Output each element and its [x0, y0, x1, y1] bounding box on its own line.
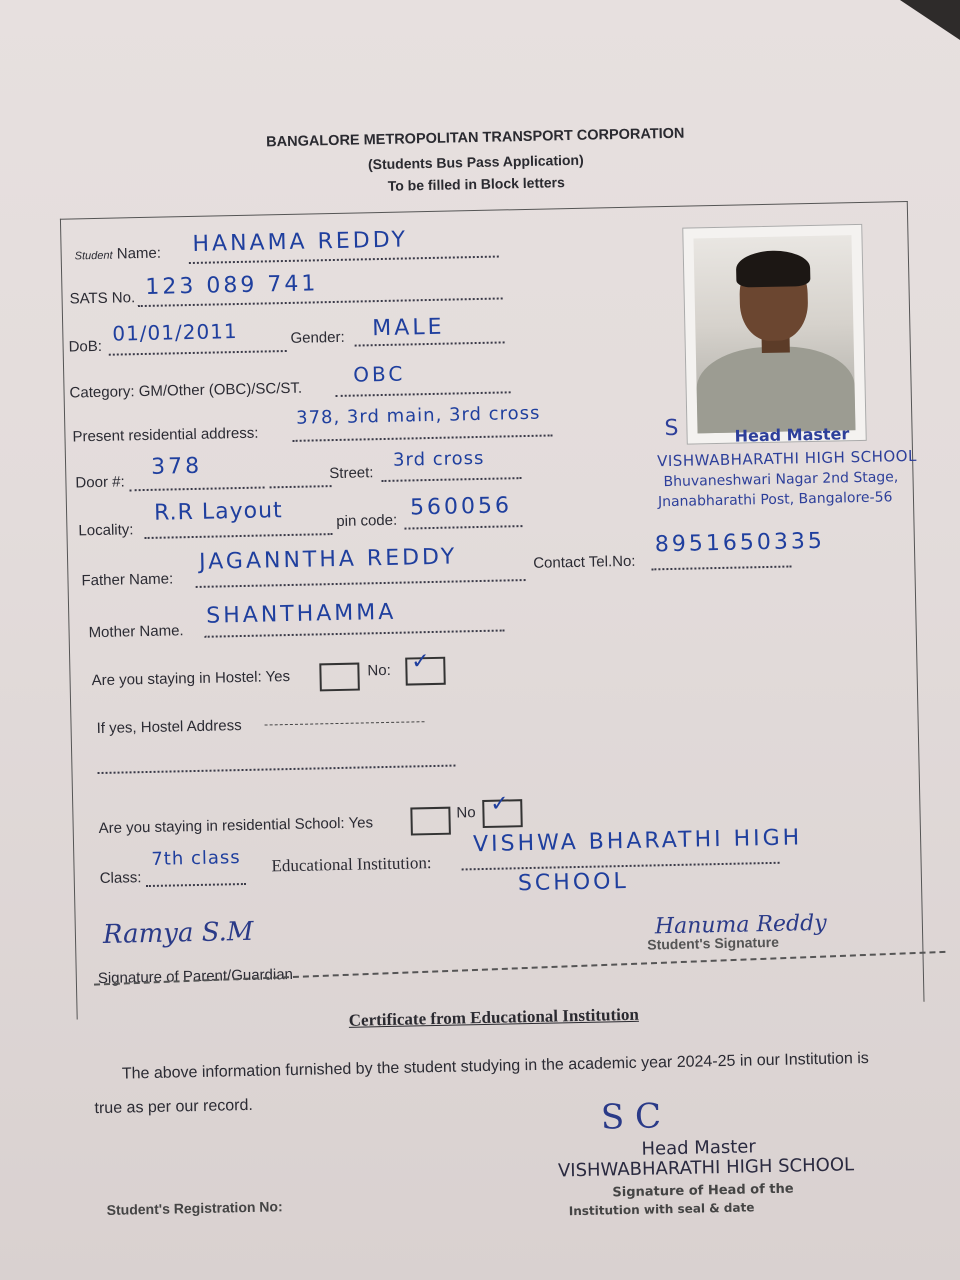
locality-value: R.R Layout: [153, 498, 283, 526]
certificate-title: Certificate from Educational Institution: [348, 1004, 640, 1030]
present-address-value: 378, 3rd main, 3rd cross: [295, 402, 541, 429]
stamp-address-1: Bhuvaneshwari Nagar 2nd Stage,: [663, 469, 899, 491]
student-name-value: HANAMA REDDY: [192, 227, 409, 257]
hostel-address-label: If yes, Hostel Address: [96, 717, 242, 738]
cert-stamp-school: VISHWABHARATHI HIGH SCHOOL: [557, 1154, 855, 1182]
residential-school-question: Are you staying in residential School: Yes: [98, 814, 374, 838]
cert-signature-line: Signature of Head of the: [612, 1181, 794, 1201]
residential-no-label: No: [456, 804, 476, 822]
mother-name-value: SHANTHAMMA: [206, 599, 397, 629]
institution-value-line2: SCHOOL: [517, 868, 629, 897]
student-photo: [682, 224, 867, 445]
institution-value-line1: VISHWA BHARATHI HIGH: [472, 825, 803, 858]
stamp-school-name: VISHWABHARATHI HIGH SCHOOL: [656, 446, 918, 471]
student-name-label: Student Name:: [74, 244, 162, 263]
dob-label: DoB:: [68, 337, 103, 356]
father-name-value: JAGANNTHA REDDY: [198, 544, 458, 575]
door-value: 378: [150, 453, 203, 480]
institution-label: Educational Institution:: [271, 853, 432, 876]
hostel-yes-checkbox[interactable]: [319, 663, 360, 692]
contact-value: 8951650335: [654, 528, 826, 558]
contact-label: Contact Tel.No:: [533, 552, 636, 572]
cert-stamp-head-master: Head Master: [641, 1136, 756, 1160]
headmaster-signature: S C: [600, 1096, 662, 1138]
form-subtitle: (Students Bus Pass Application): [367, 151, 584, 173]
hostel-question: Are you staying in Hostel: Yes: [91, 667, 291, 690]
class-label: Class:: [99, 869, 142, 888]
certificate-text-line2: true as per our record.: [94, 1096, 254, 1118]
mother-name-label: Mother Name.: [88, 622, 184, 642]
parent-signature-label: Signature of Parent/Guardian: [97, 966, 294, 988]
stamp-head-master: Head Master: [734, 424, 850, 446]
residential-yes-checkbox[interactable]: [410, 807, 451, 836]
cert-signature-line-2: Institution with seal & date: [568, 1200, 755, 1219]
category-label: Category: GM/Other (OBC)/SC/ST.: [69, 379, 303, 402]
form-instruction: To be filled in Block letters: [387, 174, 565, 194]
hostel-no-tick: ✓: [411, 649, 430, 675]
student-signature: Hanuma Reddy: [654, 910, 827, 940]
sats-label: SATS No.: [69, 289, 136, 308]
residential-no-tick: ✓: [490, 791, 509, 817]
present-address-label: Present residential address:: [72, 424, 259, 446]
certificate-text-line1: The above information furnished by the student studying in the academic year 2024-25 in our Institution is: [121, 1049, 869, 1083]
stamp-address-2: Jnanabharathi Post, Bangalore-56: [657, 489, 893, 511]
student-signature-label: Student's Signature: [647, 933, 780, 953]
locality-label: Locality:: [78, 521, 134, 540]
gender-label: Gender:: [290, 328, 345, 347]
gender-value: MALE: [372, 314, 445, 342]
headmaster-initial: S: [664, 415, 679, 442]
registration-no-label: Student's Registration No:: [106, 1198, 283, 1218]
street-value: 3rd cross: [392, 447, 485, 471]
class-value: 7th class: [151, 847, 241, 870]
pin-code-label: pin code:: [336, 511, 398, 530]
sats-value: 123 089 741: [145, 271, 319, 300]
door-label: Door #:: [75, 473, 125, 492]
street-label: Street:: [329, 464, 374, 483]
paper-torn-corner: [900, 0, 960, 40]
dob-value: 01/01/2011: [112, 319, 238, 346]
org-title: BANGALORE METROPOLITAN TRANSPORT CORPORATION: [266, 125, 685, 151]
father-name-label: Father Name:: [81, 570, 174, 590]
pin-code-value: 560056: [409, 493, 513, 521]
category-value: OBC: [353, 361, 406, 387]
parent-signature: Ramya S.M: [102, 916, 254, 950]
hostel-no-label: No:: [367, 661, 391, 680]
